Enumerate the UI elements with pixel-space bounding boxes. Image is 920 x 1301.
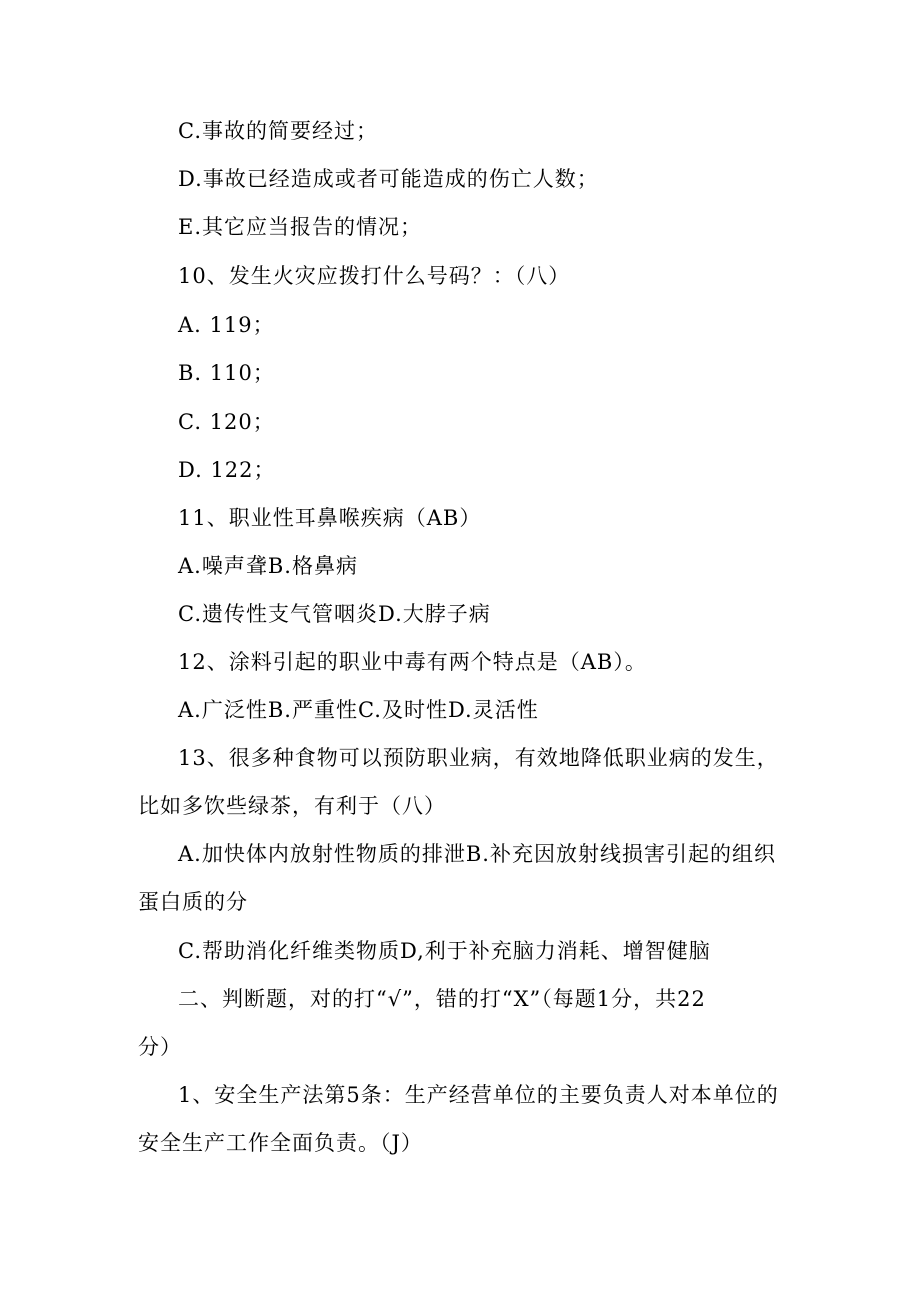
section-2-heading-line-1: 二、判断题，对的打“√”，错的打“X”（每题1分，共22 [178, 987, 706, 1011]
question-13-line-2: 比如多饮些绿茶，有利于（八） [138, 794, 446, 818]
q10-option-c: C. 120； [178, 410, 275, 434]
question-13-line-1: 13、很多种食物可以预防职业病，有效地降低职业病的发生， [178, 746, 779, 770]
q13-options-cd: C.帮助消化纤维类物质D,利于补充脑力消耗、增智健脑 [178, 939, 711, 963]
q12-options: A.广泛性B.严重性C.及时性D.灵活性 [178, 698, 539, 722]
text-line-option-c-brief: C.事故的简要经过； [178, 119, 378, 143]
question-10: 10、发生火灾应拨打什么号码？：（八） [178, 264, 571, 288]
question-12: 12、涂料引起的职业中毒有两个特点是（AB）。 [178, 650, 647, 674]
q13-options-ab-line-2: 蛋白质的分 [138, 890, 248, 914]
q13-options-ab-line-1: A.加快体内放射性物质的排泄B.补充因放射线损害引起的组织 [178, 842, 776, 866]
q11-options-ab: A.噪声聋B.格鼻病 [178, 554, 358, 578]
text-line-option-d-casualties: D.事故已经造成或者可能造成的伤亡人数； [178, 167, 599, 191]
judgement-1-line-2: 安全生产工作全面负责。（J） [138, 1131, 423, 1155]
question-11: 11、职业性耳鼻喉疾病（AB） [178, 506, 482, 530]
section-2-heading-line-2: 分） [138, 1035, 182, 1059]
q10-option-d: D. 122； [178, 458, 276, 482]
q11-options-cd: C.遗传性支气管咽炎D.大脖子病 [178, 602, 491, 626]
text-line-option-e-other: E.其它应当报告的情况； [178, 215, 423, 239]
judgement-1-line-1: 1、安全生产法第5条：生产经营单位的主要负责人对本单位的 [178, 1083, 779, 1107]
q10-option-a: A. 119； [178, 313, 275, 337]
q10-option-b: B. 110； [178, 361, 275, 385]
